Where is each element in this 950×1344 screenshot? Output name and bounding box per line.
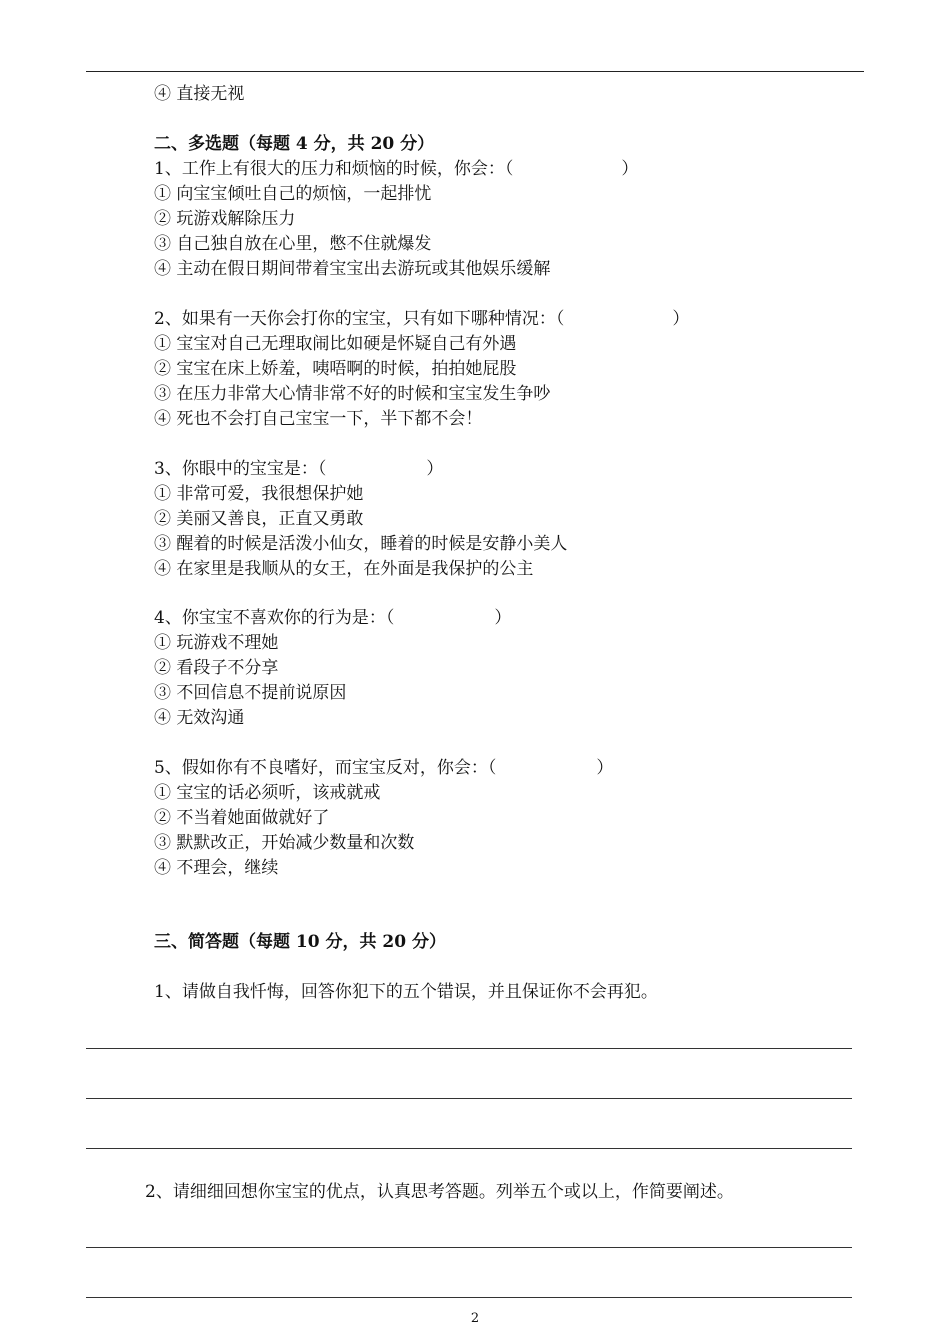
- q5-option-4: ④ 不理会，继续: [154, 858, 279, 878]
- essay-question-1: 1、请做自我忏悔，回答你犯下的五个错误，并且保证你不会再犯。: [154, 982, 658, 1002]
- q4-option-4: ④ 无效沟通: [154, 708, 245, 728]
- answer-line-3[interactable]: [86, 1148, 852, 1149]
- q2-option-2: ② 宝宝在床上娇羞，咦唔啊的时候，拍拍她屁股: [154, 359, 517, 379]
- q5-stem: 5、假如你有不良嗜好，而宝宝反对，你会：（ ）: [154, 758, 614, 778]
- header-rule: [86, 71, 864, 72]
- q3-stem: 3、你眼中的宝宝是：（ ）: [154, 459, 444, 479]
- q4-option-1: ① 玩游戏不理她: [154, 633, 279, 653]
- q3-option-2: ② 美丽又善良，正直又勇敢: [154, 509, 364, 529]
- section2-heading: 二、多选题（每题 4 分，共 20 分）: [154, 134, 435, 154]
- q2-option-4: ④ 死也不会打自己宝宝一下，半下都不会！: [154, 409, 483, 429]
- page-number: 2: [470, 1311, 480, 1326]
- q2-option-3: ③ 在压力非常大心情非常不好的时候和宝宝发生争吵: [154, 384, 551, 404]
- section3-heading: 三、简答题（每题 10 分，共 20 分）: [154, 932, 446, 952]
- q1-stem: 1、工作上有很大的压力和烦恼的时候，你会：（ ）: [154, 159, 639, 179]
- q2-option-1: ① 宝宝对自己无理取闹比如硬是怀疑自己有外遇: [154, 334, 517, 354]
- q3-option-1: ① 非常可爱，我很想保护她: [154, 484, 364, 504]
- q4-option-2: ② 看段子不分享: [154, 658, 279, 678]
- q3-option-4: ④ 在家里是我顺从的女王，在外面是我保护的公主: [154, 559, 534, 579]
- q1-option-1: ① 向宝宝倾吐自己的烦恼，一起排忧: [154, 184, 432, 204]
- q1-option-3: ③ 自己独自放在心里，憋不住就爆发: [154, 234, 432, 254]
- q5-option-3: ③ 默默改正，开始减少数量和次数: [154, 833, 415, 853]
- prev-question-option-4: ④ 直接无视: [154, 84, 245, 104]
- answer-line-2[interactable]: [86, 1098, 852, 1099]
- q1-option-4: ④ 主动在假日期间带着宝宝出去游玩或其他娱乐缓解: [154, 259, 551, 279]
- q3-option-3: ③ 醒着的时候是活泼小仙女，睡着的时候是安静小美人: [154, 534, 568, 554]
- answer-line-4[interactable]: [86, 1247, 852, 1248]
- q2-stem: 2、如果有一天你会打你的宝宝，只有如下哪种情况：（ ）: [154, 309, 690, 329]
- q1-option-2: ② 玩游戏解除压力: [154, 209, 296, 229]
- q4-option-3: ③ 不回信息不提前说原因: [154, 683, 347, 703]
- answer-line-5[interactable]: [86, 1297, 852, 1298]
- answer-line-1[interactable]: [86, 1048, 852, 1049]
- q4-stem: 4、你宝宝不喜欢你的行为是：（ ）: [154, 608, 512, 628]
- q5-option-2: ② 不当着她面做就好了: [154, 808, 330, 828]
- q5-option-1: ① 宝宝的话必须听，该戒就戒: [154, 783, 381, 803]
- essay-question-2: 2、请细细回想你宝宝的优点，认真思考答题。列举五个或以上，作简要阐述。: [145, 1182, 734, 1202]
